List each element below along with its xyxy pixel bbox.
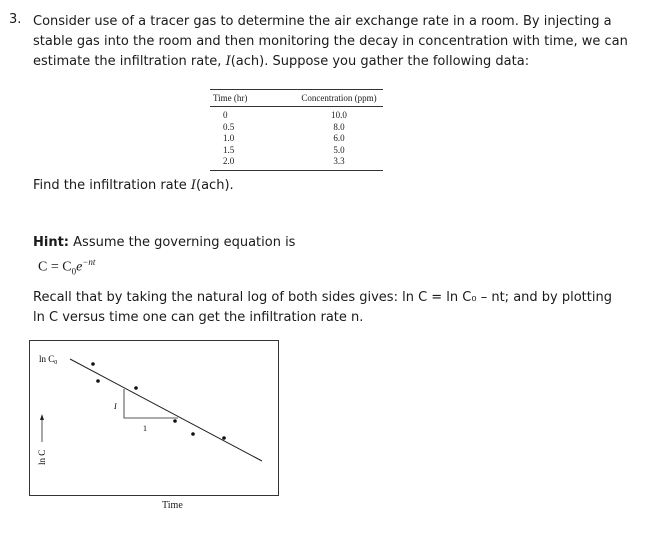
table-cell-time: 0.5: [223, 121, 235, 132]
hint: [33, 235, 295, 250]
recall-text: Recall that by taking the natural log of both sides gives: ln C = ln C₀ – nt; and by plotting ln C versus time one can get the infiltration rate n.: [33, 290, 612, 325]
data-point: [191, 432, 195, 436]
data-point: [134, 386, 138, 390]
y-axis-label: [37, 450, 47, 465]
question-number: 3.: [9, 12, 22, 27]
table-header-row: [210, 90, 383, 107]
table-header-concentration: Concentration (ppm): [295, 90, 383, 107]
equation-exponent: −nt: [82, 257, 96, 267]
decay-plot: [29, 340, 279, 496]
table-row: [210, 145, 383, 157]
data-point: [91, 362, 95, 366]
slope-triangle: [124, 389, 178, 418]
trend-line: [70, 359, 262, 461]
data-point: [96, 379, 100, 383]
table-cell-concentration: 10.0: [331, 110, 347, 120]
question-text: [33, 12, 633, 72]
x-axis-label: Time: [162, 500, 183, 511]
find-prompt: [33, 178, 234, 193]
table-cell-concentration: 6.0: [333, 133, 345, 143]
slope-rise-label: I: [114, 402, 117, 411]
decay-plot-svg: [30, 341, 278, 495]
data-table: [210, 89, 383, 171]
find-suffix: (ach).: [196, 178, 234, 193]
slope-run-label: 1: [143, 424, 147, 433]
find-symbol: I: [190, 178, 197, 193]
table-cell-concentration: 8.0: [333, 121, 345, 132]
table-cell-concentration: 3.3: [295, 156, 383, 170]
table-cell-time: 2.0: [210, 156, 295, 170]
governing-equation: [38, 257, 95, 276]
hint-label: Hint:: [33, 235, 70, 250]
data-point: [173, 419, 177, 423]
hint-text: Assume the governing equation is: [69, 235, 296, 250]
question-text-after: (ach). Suppose you gather the following data:: [230, 54, 530, 69]
table-cell-time: 1.0: [223, 133, 235, 143]
equation-e: e: [76, 259, 83, 275]
question-text-before: Consider use of a tracer gas to determine the air exchange rate in a room. By injecting a stable gas into the room and then monitoring the decay in concentration with time, we can estimate the infiltration rate,: [33, 14, 628, 69]
table-row: [210, 107, 383, 122]
y-axis-label-text: ln C: [37, 449, 47, 465]
equation-subscript: 0: [71, 266, 77, 277]
question-symbol: I: [225, 54, 231, 69]
table-cell-time: 0: [223, 110, 228, 120]
ln-c0-label: $\ln C_0$: [39, 354, 58, 366]
table-row: [210, 133, 383, 145]
table-header-time: Time (hr): [210, 90, 295, 107]
find-prefix: Find the infiltration rate: [33, 178, 191, 193]
table-cell-concentration: 5.0: [333, 144, 345, 155]
y-axis-arrow-icon: [40, 414, 44, 420]
data-point: [222, 436, 226, 440]
table-cell-time: 1.5: [223, 144, 235, 155]
table-row: [210, 156, 383, 170]
table-row: [210, 122, 383, 134]
equation-base: C = C: [38, 259, 72, 275]
